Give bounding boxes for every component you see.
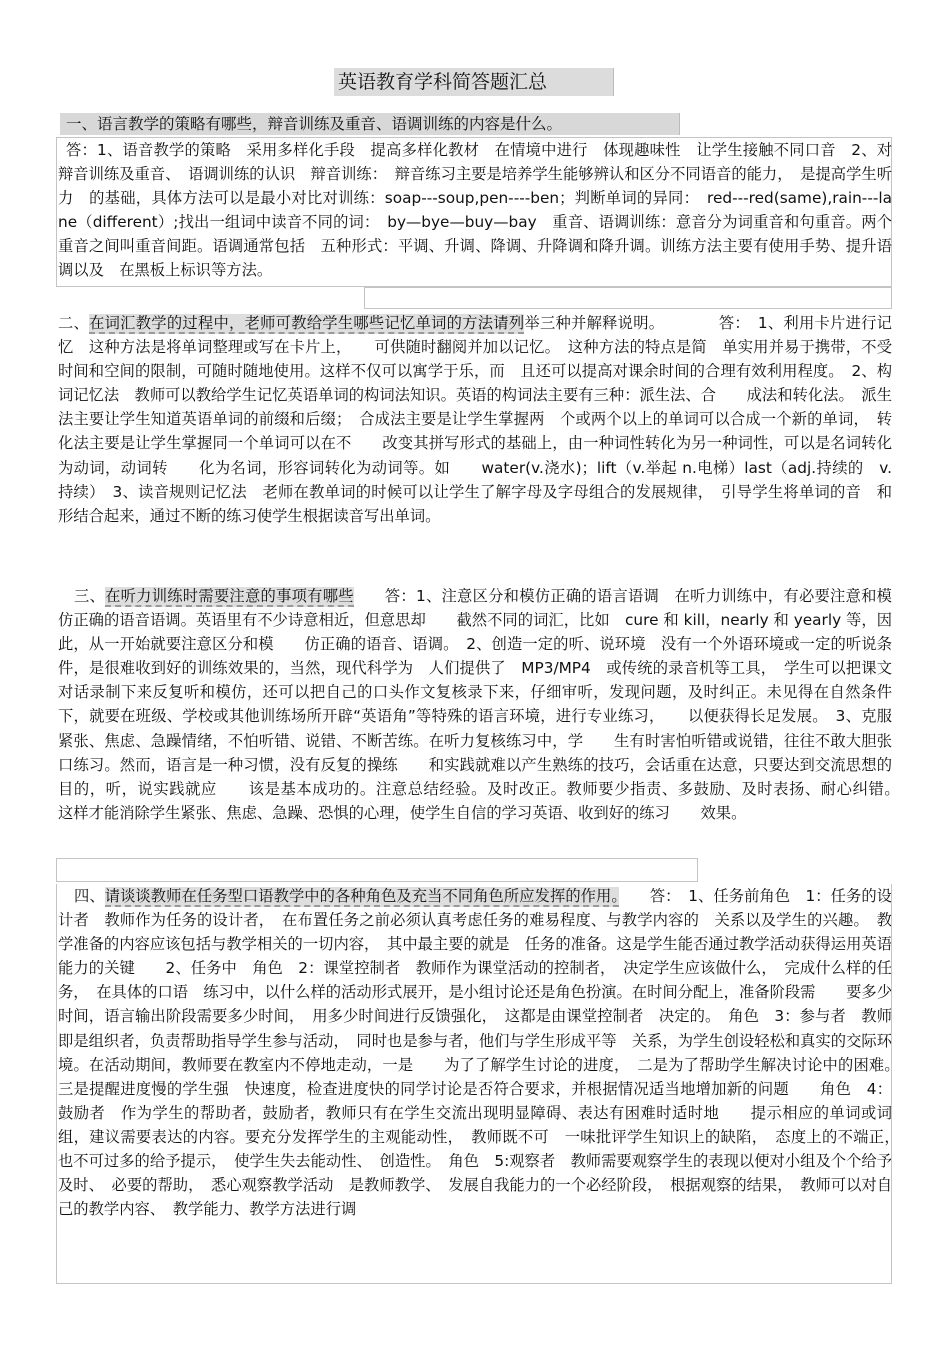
answer-1-text: 答：1、语音教学的策略 采用多样化手段 提高多样化教材 在情境中进行 体现趣味性 让学生接触不同口音 2、对辩音训练及重音、 语调训练的认识 辩音训练： 辩音练习主要是培养学生能够辨认和区分不同语音的能力， 是提高学生听力 的基础，具体方法可以是最小对比对训练：soap---soup,pen----ben；判断单词的异同： red---red(same),rain---lane（different）;找出一组词中读音不同的词： by—bye—buy—bay 重音、语调训练：意音分为词重音和句重音。两个重音之间叫重音间距。语调通常包括 五种形式：平调、升调、降调、升降调和降升调。训练方法主要有使用手势、提升语调以及 在黑板上标识等方法。 bbox=[58, 141, 892, 280]
question-3-prefix: 三、 bbox=[74, 587, 106, 605]
answer-1-tail-frame bbox=[364, 287, 892, 309]
question-2-prefix: 二、 bbox=[58, 314, 90, 332]
question-4-prefix: 四、 bbox=[74, 887, 105, 905]
answer-3-text: 答：1、注意区分和模仿正确的语言语调 在听力训练中，有必要注意和模仿正确的语音语调。英语里有不少诗意相近，但意思却 截然不同的词汇，比如 cure 和 kill，nearly 和 yearly 等，因此，从一开始就要注意区分和模 仿正确的语音、语调。 2、创造一定的听、说环境 没有一个外语环境或一定的听说条件，是很难收到好的训练效果的，当然，现代科学为 人们提供了 MP3/MP4 或传统的录音机等工具， 学生可以把课文对话录制下来反复听和模仿，还可以把自己的口头作文复核录下来，仔细审听，发现问题，及时纠正。未见得在自然条件 下，就要在班级、学校或其他训练场所开辟“英语角”等特殊的语言环境，进行专业练习， 以便获得长足发展。 3、克服紧张、焦虑、急躁情绪，不怕听错、说错、不断苦练。在听力复核练习中，学 生有时害怕听错或说错，往往不敢大胆张口练习。然而，语言是一种习惯，没有反复的操练 和实践就难以产生熟练的技巧，会话重在达意，只要达到交流思想的目的，听，说实践就应 该是基本成功的。注意总结经验。及时改正。教师要少指责、多鼓励、及时表扬、耐心纠错。 这样才能消除学生紧张、焦虑、急躁、恐惧的心理，使学生自信的学习英语、收到好的练习 效果。 bbox=[58, 587, 938, 822]
answer-3-frame bbox=[56, 858, 698, 882]
question-4-heading: 请谈谈教师在任务型口语教学中的各种角色及充当不同角色所应发挥的作用。 bbox=[104, 887, 620, 905]
answer-2-text: 答： 1、利用卡片进行记忆 这种方法是将单词整理或写在卡片上， 可供随时翻阅并加以记忆。 这种方法的特点是简 单实用并易于携带，不受时间和空间的限制，可随时随地使用。这样不仅可以寓学于乐，而 且还可以提高对课余时间的合理有效利用程度。 2、构词记忆法 教师可以教给学生记忆英语单词的构词法知识。英语的构词法主要有三种：派生法、合 成法和转化法。 派生法主要让学生知道英语单词的前缀和后缀； 合成法主要是让学生掌握两 个或两个以上的单词可以合成一个新的单词， 转化法主要是让学生掌握同一个单词可以在不 改变其拼写形式的基础上，由一种词性转化为另一种词性，可以是名词转化为动词，动词转 化为名词，形容词转化为动词等。如 water(v.浇水)；lift（v.举起 n.电梯）last（adj.持续的 v. 持续） 3、读音规则记忆法 老师在教单词的时候可以让学生了解字母及字母组合的发展规律， 引导学生将单词的音 和形结合起来，通过不断的练习使学生根据读音写出单词。 bbox=[58, 314, 892, 525]
answer-4-text: 答： 1、任务前角色 1：任务的设计者 教师作为任务的设计者， 在布置任务之前必须认真考虑任务的难易程度、与教学内容的 关系以及学生的兴趣。 教学准备的内容应该包括与教学相关的一切内容， 其中最主要的就是 任务的准备。这是学生能否通过教学活动获得运用英语能力的关键 2、任务中 角色 2：课堂控制者 教师作为课堂活动的控制者， 决定学生应该做什么， 完成什么样的任务， 在具体的口语 练习中，以什么样的活动形式展开，是小组讨论还是角色扮演。在时间分配上，准备阶段需 要多少时间，语言输出阶段需要多少时间， 用多少时间进行反馈强化， 这都是由课堂控制者 决定的。 角色 3：参与者 教师即是组织者，负责帮助指导学生参与活动， 同时也是参与者，他们与学生形成平等 关系，为学生创设轻松和真实的交际环境。在活动期间，教师要在教室内不停地走动，一是 为了了解学生讨论的进度， 二是为了帮助学生解决讨论中的困难。 三是提醒进度慢的学生强 快速度，检查进度快的同学讨论是否符合要求，并根据情况适当地增加新的问题 角色 4：鼓励者 作为学生的帮助者，鼓励者，教师只有在学生交流出现明显障碍、表达有困难时适时地 提示相应的单词或词组，建议需要表达的内容。要充分发挥学生的主观能动性， 教师既不可 一味批评学生知识上的缺陷， 态度上的不端正， 也不可过多的给予提示， 使学生失去能动性、 创造性。 角色 5:观察者 教师需要观察学生的表现以便对小组及个个给予及时、 必要的帮助， 悉心观察教学活动 是教师教学、 发展自我能力的一个必经阶段， 根据观察的结果， 教师可以对自己的教学内容、 教学能力、教学方法进行调 bbox=[58, 887, 908, 1219]
question-2-suffix: 举三种并解释说明。 bbox=[524, 314, 657, 332]
question-3-heading: 在听力训练时需要注意的事项有哪些 bbox=[105, 587, 354, 605]
question-2-block bbox=[58, 311, 892, 528]
page-title: 英语教育学科简答题汇总 bbox=[334, 68, 614, 96]
answer-4-frame bbox=[56, 884, 892, 1284]
question-1-heading: 一、语言教学的策略有哪些，辩音训练及重音、语调训练的内容是什么。 bbox=[60, 113, 680, 135]
question-2-heading: 在词汇教学的过程中，老师可教给学生哪些记忆单词的方法请列 bbox=[89, 314, 525, 332]
question-3-block bbox=[58, 584, 938, 825]
